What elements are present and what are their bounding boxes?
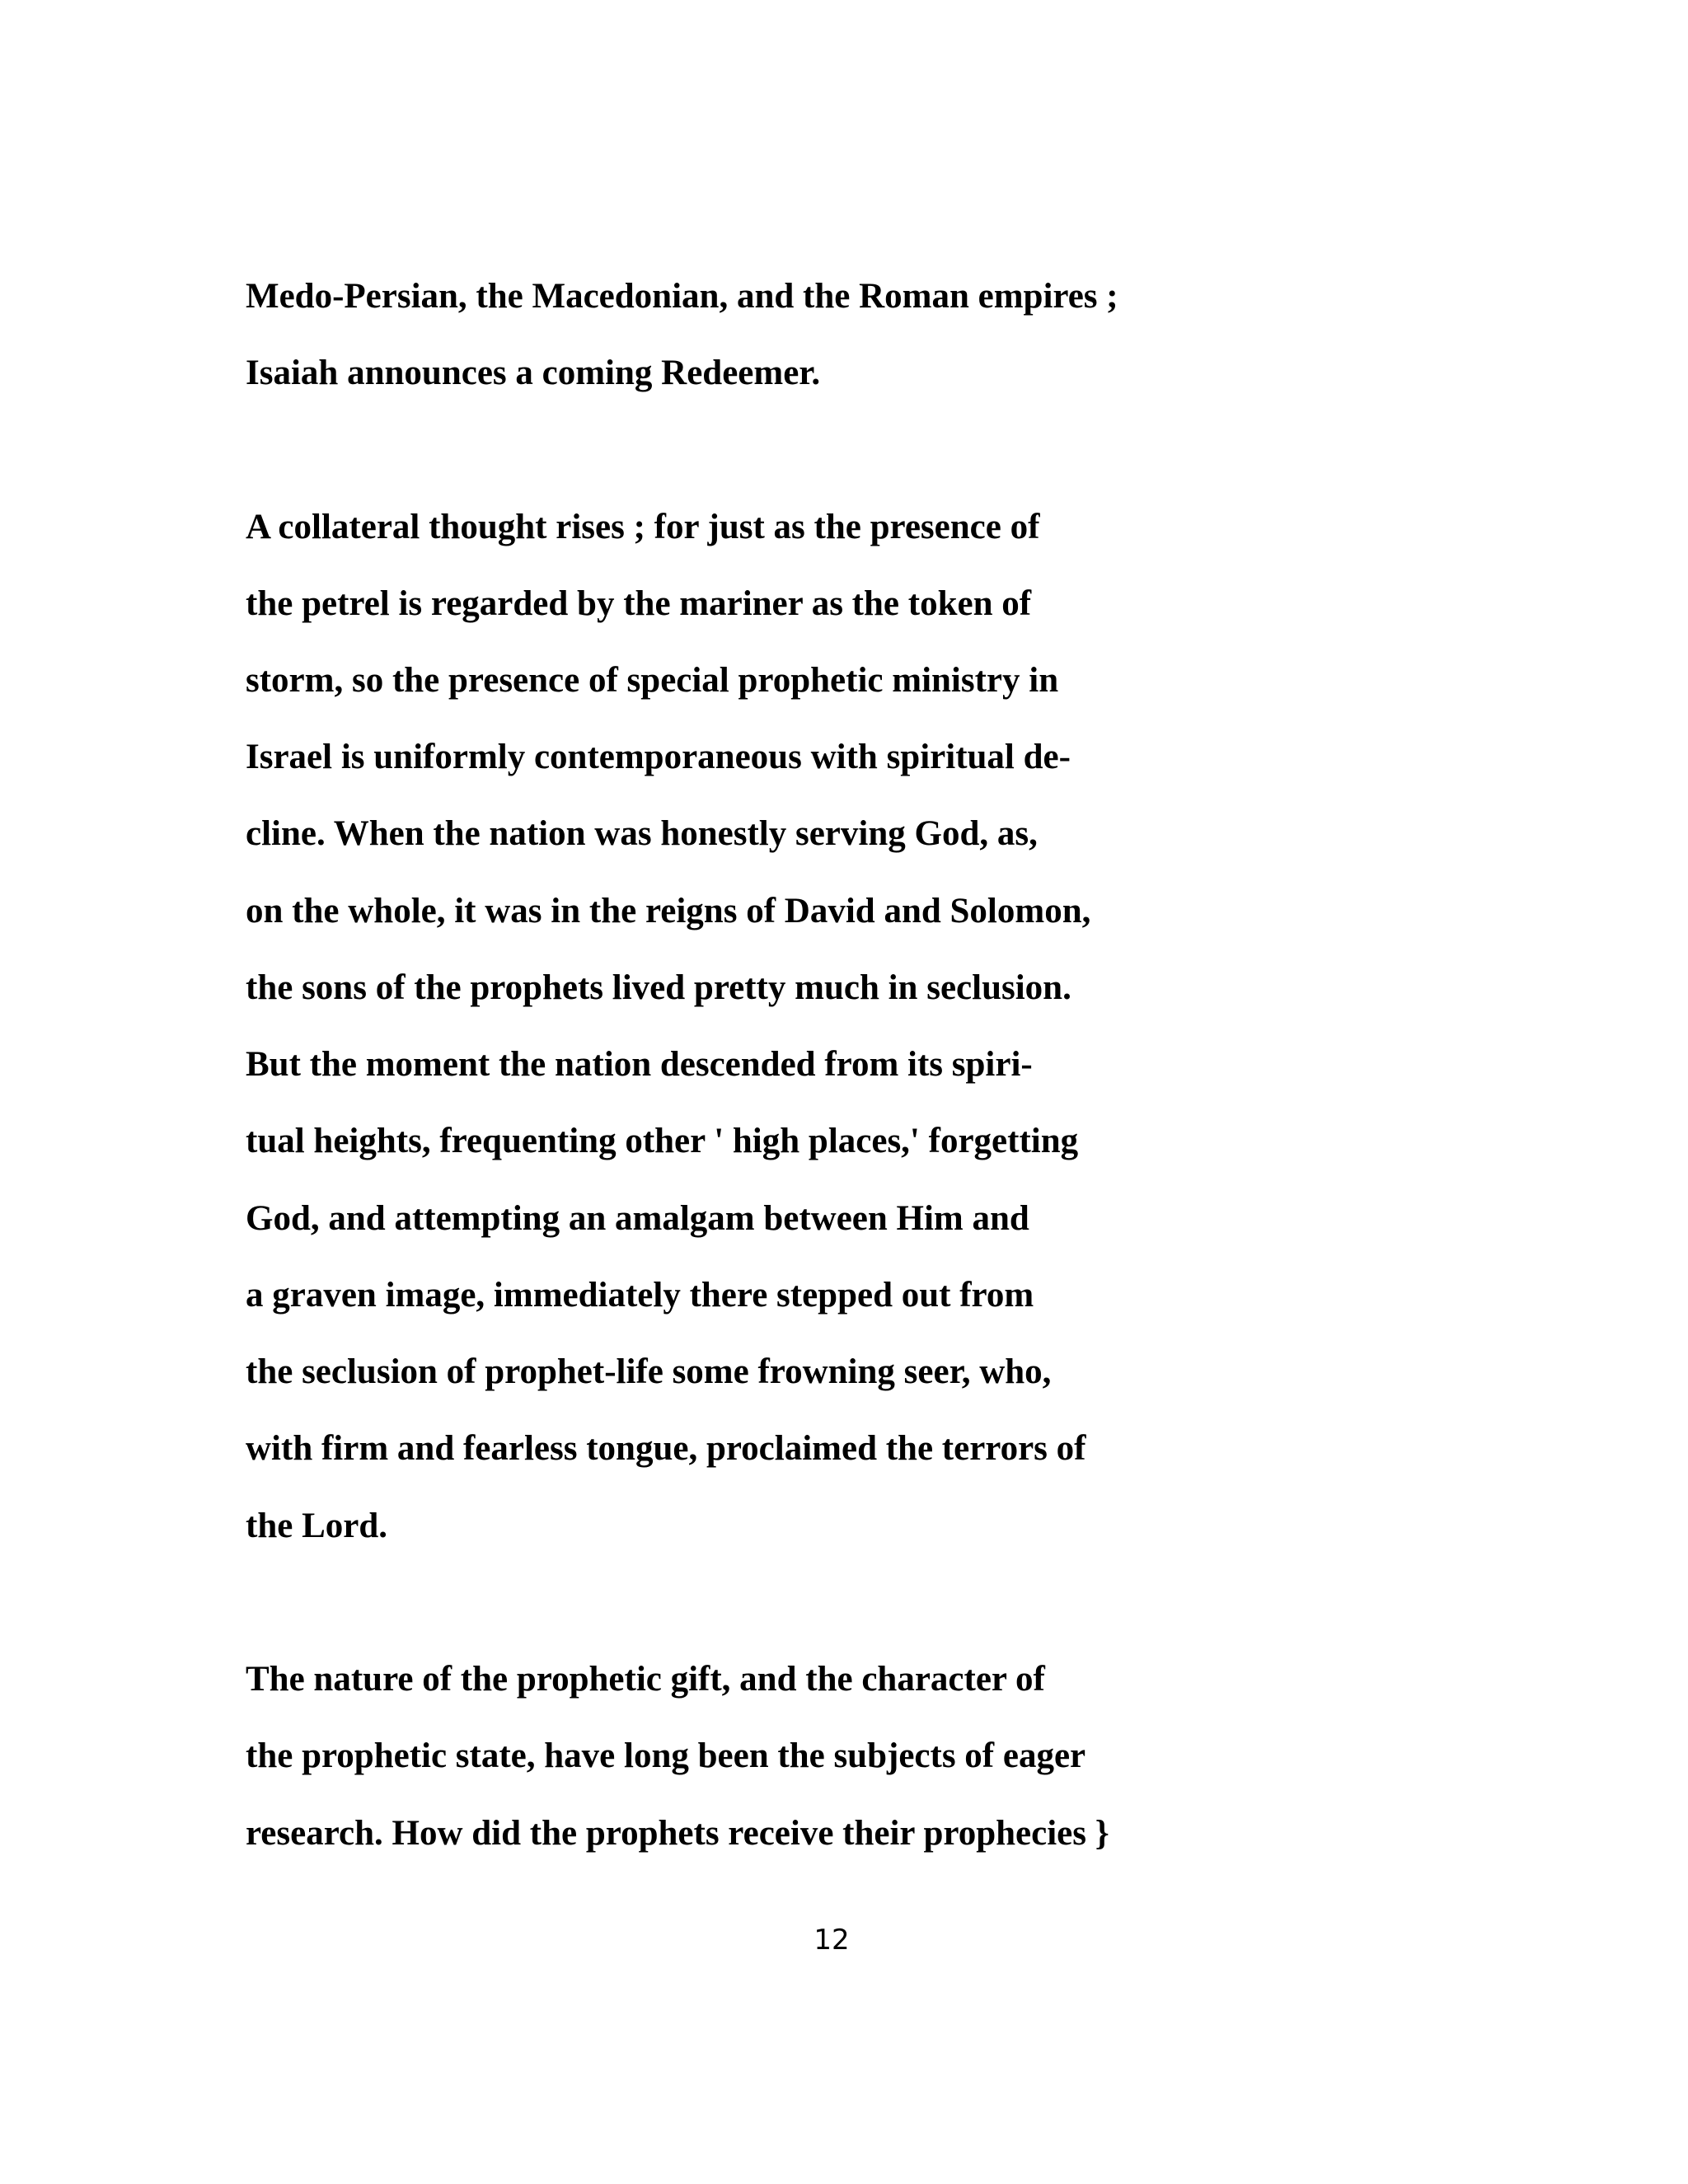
text-line: the petrel is regarded by the mariner as the token of — [246, 584, 1032, 623]
text-line: Israel is uniformly contemporaneous with spiritual de- — [246, 738, 1071, 776]
text-line: a graven image, immediately there stepped out from — [246, 1276, 1034, 1315]
text-line: the sons of the prophets lived pretty much in seclusion. — [246, 968, 1071, 1007]
page-number: 12 — [814, 1924, 850, 1957]
text-line: on the whole, it was in the reigns of David and Solomon, — [246, 892, 1091, 930]
text-line: storm, so the presence of special prophetic ministry in — [246, 661, 1059, 700]
text-line: Isaiah announces a coming Redeemer. — [246, 354, 821, 392]
text-line: the seclusion of prophet-life some frowning seer, who, — [246, 1352, 1052, 1391]
text-line: A collateral thought rises ; for just as the presence of — [246, 508, 1040, 546]
text-line: God, and attempting an amalgam between Him and — [246, 1199, 1029, 1238]
text-line: But the moment the nation descended from its spiri- — [246, 1045, 1033, 1084]
text-line: tual heights, frequenting other ' high places,' forgetting — [246, 1122, 1079, 1160]
text-line: The nature of the prophetic gift, and the character of — [246, 1660, 1045, 1699]
text-line: Medo-Persian, the Macedonian, and the Roman empires ; — [246, 277, 1118, 316]
text-line: cline. When the nation was honestly serving God, as, — [246, 814, 1038, 853]
text-line: the Lord. — [246, 1507, 387, 1545]
text-line: the prophetic state, have long been the subjects of eager — [246, 1736, 1086, 1775]
text-line: research. How did the prophets receive their prophecies } — [246, 1814, 1109, 1853]
text-line: with firm and fearless tongue, proclaimed the terrors of — [246, 1429, 1086, 1468]
